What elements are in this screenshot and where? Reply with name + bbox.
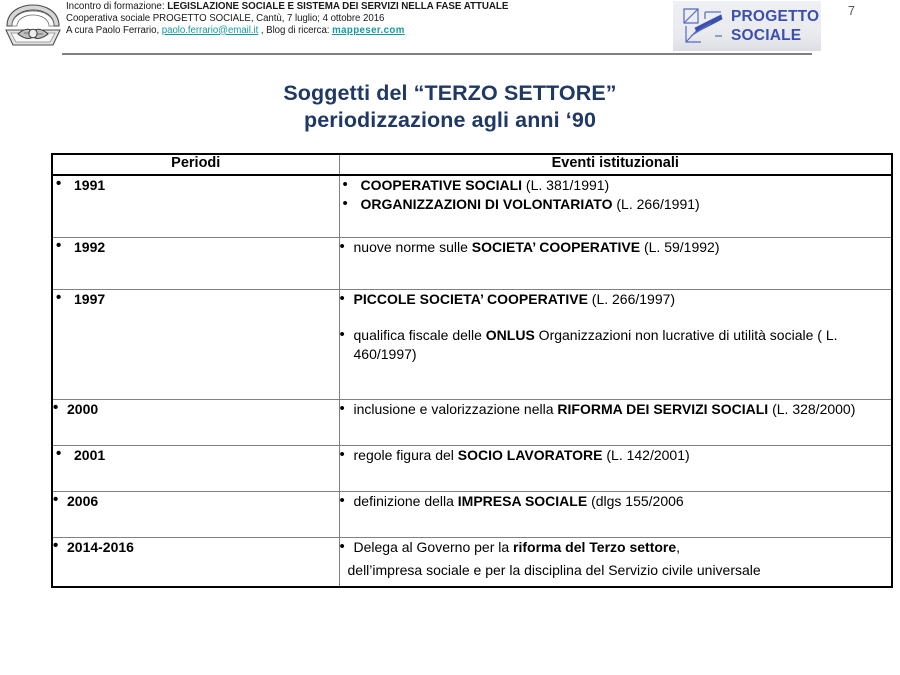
slide-header — [0, 0, 900, 58]
header-divider — [62, 53, 812, 55]
period-cell — [52, 445, 339, 491]
event-item — [340, 176, 892, 195]
page-title — [0, 80, 900, 134]
periods-table — [51, 153, 893, 588]
period-cell — [52, 237, 339, 289]
events-cell — [339, 491, 892, 537]
table-row — [52, 445, 892, 491]
page-title-line-2: periodizzazione agli anni ‘90 — [303, 108, 597, 132]
events-cell — [339, 399, 892, 445]
events-cell — [339, 175, 892, 237]
header-line1-prefix: Incontro di formazione: — [66, 1, 168, 12]
event-item — [340, 195, 892, 214]
events-cell — [339, 445, 892, 491]
event-text: (L. 328/2000) — [768, 400, 856, 417]
event-item — [340, 538, 892, 557]
event-item — [340, 446, 892, 465]
event-text: , — [676, 538, 681, 555]
event-text-emphasis: ONLUS — [485, 326, 535, 343]
event-item — [340, 326, 892, 364]
event-text-emphasis: RIFORMA DEI SERVIZI SOCIALI — [557, 400, 769, 417]
email-link[interactable]: paolo.ferrario@email.it — [161, 24, 259, 36]
header-line-3 — [66, 25, 666, 37]
event-item — [340, 400, 892, 419]
table-row — [52, 237, 892, 289]
event-text: definizione della — [353, 492, 458, 509]
period-cell — [52, 289, 339, 399]
event-text-emphasis: SOCIO LAVORATORE — [457, 446, 603, 463]
brand-line-2: SOCIALE — [731, 27, 802, 44]
event-text: inclusione e valorizzazione nella — [353, 400, 558, 417]
progetto-sociale-mark-icon — [681, 6, 725, 46]
event-text: Organizzazioni non lucrative di utilità sociale ( L. 460/1997) — [353, 326, 838, 362]
event-item — [340, 290, 892, 309]
event-text: (L. 381/1991) — [522, 177, 610, 193]
table-header-row — [52, 154, 892, 175]
handshake-logo-icon — [4, 3, 62, 47]
column-header-eventi: Eventi istituzionali — [339, 154, 892, 175]
table-row — [52, 399, 892, 445]
period-cell — [52, 175, 339, 237]
brand-line-1: PROGETTO — [731, 8, 820, 25]
period-label: • 2001 — [53, 446, 339, 464]
events-cell — [339, 289, 892, 399]
period-label: • 1997 — [53, 290, 339, 308]
header-line1-bold: LEGISLAZIONE SOCIALE E SISTEMA DEI SERVIZI NELLA FASE ATTUALE — [167, 1, 509, 12]
header-line-1 — [66, 1, 666, 12]
header-line-2: Cooperativa sociale PROGETTO SOCIALE, Cantù, 7 luglio; 4 ottobre 2016 — [66, 13, 385, 24]
event-item — [340, 492, 892, 511]
brand-wordmark — [731, 7, 819, 45]
header-line3-prefix: A cura Paolo Ferrario, — [66, 24, 162, 36]
event-text: dell’impresa sociale e per la disciplina del Servizio civile universale — [347, 561, 761, 578]
table-row — [52, 537, 892, 587]
page-number: 7 — [848, 4, 855, 18]
event-text-emphasis: COOPERATIVE SOCIALI — [360, 177, 523, 193]
event-text: nuove norme sulle — [353, 238, 472, 255]
event-text-emphasis: SOCIETA’ COOPERATIVE — [471, 238, 641, 255]
event-spacer — [340, 309, 892, 326]
event-text: (L. 266/1997) — [587, 290, 676, 307]
period-label: • 1992 — [53, 238, 339, 256]
period-label: • 2000 — [53, 400, 339, 418]
event-text-emphasis: ORGANIZZAZIONI DI VOLONTARIATO — [360, 196, 613, 212]
period-label: • 1991 — [53, 176, 339, 194]
table-row — [52, 491, 892, 537]
period-cell — [52, 399, 339, 445]
column-header-periodi: Periodi — [52, 154, 339, 175]
blog-link[interactable]: mappeser.com — [332, 24, 405, 36]
event-text: (L. 59/1992) — [640, 238, 720, 255]
event-item — [340, 557, 892, 580]
header-text-block — [66, 1, 666, 36]
page-title-line-1: Soggetti del “TERZO SETTORE” — [283, 81, 617, 105]
progetto-sociale-brand — [673, 1, 821, 51]
event-text: regole figura del — [353, 446, 458, 463]
events-cell — [339, 237, 892, 289]
header-line3-middle: , Blog di ricerca: — [258, 24, 333, 36]
event-text: (dlgs 155/2006 — [587, 492, 684, 509]
event-text: (L. 266/1991) — [612, 196, 700, 212]
event-item — [340, 238, 892, 257]
period-cell — [52, 491, 339, 537]
table-row — [52, 289, 892, 399]
period-label: • 2006 — [53, 492, 339, 510]
event-text: qualifica fiscale delle — [353, 326, 486, 343]
event-text-emphasis: PICCOLE SOCIETA’ COOPERATIVE — [353, 290, 588, 307]
event-text-emphasis: riforma del Terzo settore — [513, 538, 677, 555]
event-text-emphasis: IMPRESA SOCIALE — [457, 492, 588, 509]
period-label: • 2014-2016 — [53, 538, 339, 556]
event-text: Delega al Governo per la — [353, 538, 514, 555]
events-cell — [339, 537, 892, 587]
table-row — [52, 175, 892, 237]
period-cell — [52, 537, 339, 587]
event-text: (L. 142/2001) — [602, 446, 690, 463]
